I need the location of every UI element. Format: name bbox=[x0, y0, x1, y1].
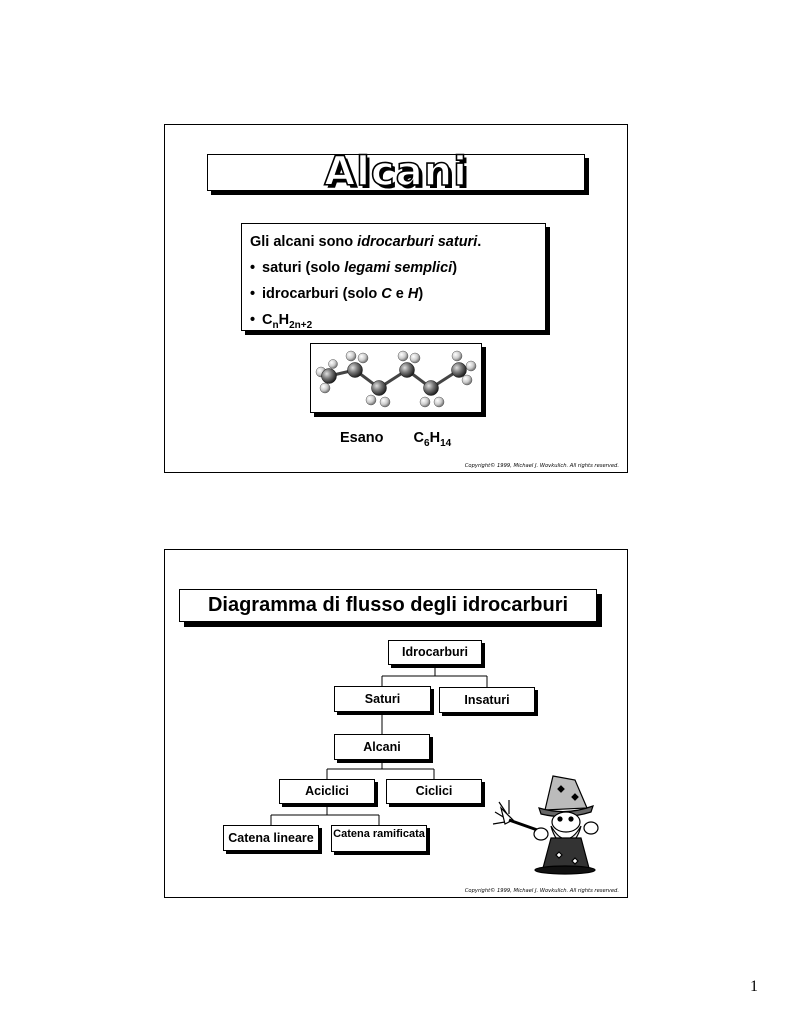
node-aciclici: Aciclici bbox=[279, 779, 375, 804]
bullet-saturi: • saturi (solo legami semplici) bbox=[250, 260, 458, 276]
definition-box bbox=[241, 223, 546, 331]
hexane-molecule-image bbox=[310, 343, 482, 413]
molecule-formula: $C_6H_{14}$ bbox=[413, 430, 452, 449]
slide-title: Alcani bbox=[324, 149, 468, 195]
node-ciclici: Ciclici bbox=[386, 779, 482, 804]
molecule-name: Esano bbox=[340, 430, 384, 446]
copyright-notice: Copyright© 1999, Michael J. Wovkulich. All rights reserved. bbox=[464, 463, 619, 469]
molecule-icon bbox=[311, 344, 482, 413]
page-number: 1 bbox=[750, 978, 758, 995]
node-saturi: Saturi bbox=[334, 686, 431, 712]
copyright-notice: Copyright© 1999, Michael J. Wovkulich. All rights reserved. bbox=[464, 888, 619, 894]
slide-title: Diagramma di flusso degli idrocarburi bbox=[207, 594, 569, 616]
bullet-formula: • $C_nH_{2n+2}$ bbox=[250, 312, 313, 331]
slide-alcani bbox=[164, 124, 628, 473]
node-catena-lineare: Catena lineare bbox=[223, 825, 319, 851]
title-banner bbox=[207, 149, 585, 195]
definition-line: Gli alcani sono idrocarburi saturi. bbox=[250, 234, 482, 250]
molecule-caption bbox=[340, 430, 451, 449]
node-alcani: Alcani bbox=[334, 734, 430, 760]
node-idrocarburi: Idrocarburi bbox=[388, 640, 482, 665]
node-insaturi: Insaturi bbox=[439, 687, 535, 713]
bullet-idrocarburi: • idrocarburi (solo C e H) bbox=[250, 286, 424, 302]
wizard-icon bbox=[491, 772, 601, 877]
node-catena-ramificata: Catena ramificata bbox=[331, 825, 427, 852]
slide-flowchart bbox=[164, 549, 628, 898]
